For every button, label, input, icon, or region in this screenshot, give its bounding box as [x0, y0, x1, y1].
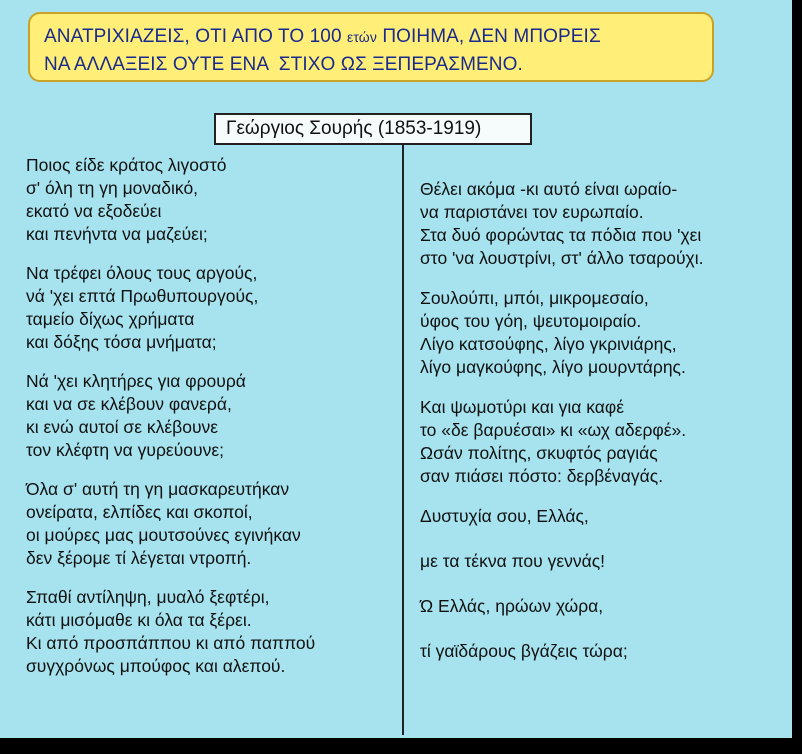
poem-line: Ποιος είδε κράτος λιγοστό [26, 155, 227, 175]
banner-line-1-part-b: ετών [347, 29, 377, 45]
poem-line: Δυστυχία σου, Ελλάς, [420, 506, 589, 526]
stanza [420, 287, 703, 379]
poem-line: και να σε κλέβουν φανερά, [26, 394, 232, 414]
poem-line: Λίγο κατσούφης, λίγο γκρινιάρης, [420, 334, 677, 354]
closing-line [420, 550, 703, 573]
poem-line: να παριστάνει τον ευρωπαίο. [420, 202, 644, 222]
poem-line: Σπαθί αντίληψη, μυαλό ξεφτέρι, [26, 587, 270, 607]
banner-line-2: ΝΑ ΑΛΛΑΞΕΙΣ ΟΥΤΕ ΕΝΑ ΣΤΙΧΟ ΩΣ ΞΕΠΕΡΑΣΜΕΝΟ. [44, 54, 523, 75]
poem-line: Ωσάν πολίτης, σκυφτός ραγιάς [420, 443, 658, 463]
poem-line: στο 'να λουστρίνι, στ' άλλο τσαρούχι. [420, 248, 704, 268]
poem-line: Και ψωμοτύρι και για καφέ [420, 397, 625, 417]
author-label: Γεώργιος Σουρής (1853-1919) [214, 113, 532, 145]
closing-line [420, 505, 703, 528]
stanza [26, 262, 315, 354]
poem-line: ύφος του γόη, ψευτομοιραίο. [420, 311, 642, 331]
poem-line: με τα τέκνα που γεννάς! [420, 551, 606, 571]
poem-line: το «δε βαρυέσαι» κι «ωχ αδερφέ». [420, 420, 687, 440]
stanza [420, 178, 703, 270]
poem-line: νά 'χει επτά Πρωθυπουργούς, [26, 286, 259, 306]
closing-line [420, 640, 703, 663]
poem-line: Ώ Ελλάς, ηρώων χώρα, [420, 596, 604, 616]
poem-line: κάτι μισόμαθε κι όλα τα ξέρει. [26, 610, 252, 630]
poem-line: σ' όλη τη γη μοναδικό, [26, 178, 199, 198]
poem-line: δεν ξέρομε τί λέγεται ντροπή. [26, 548, 252, 568]
poem-line: λίγο μαγκούφης, λίγο μουρντάρης. [420, 357, 686, 377]
stanza [26, 478, 315, 570]
poem-line: Όλα σ' αυτή τη γη μασκαρευτήκαν [26, 479, 290, 499]
banner-line-1-part-c: ΠΟΙΗΜΑ, ΔΕΝ ΜΠΟΡΕΙΣ [382, 26, 601, 47]
headline-banner [28, 12, 714, 82]
poem-right-column [420, 178, 703, 685]
poem-line: οι μούρες μας μουτσούνες εγινήκαν [26, 525, 301, 545]
poem-line: Νά 'χει κλητήρες για φρουρά [26, 371, 246, 391]
poem-line: Κι από προσπάππου κι από παππού [26, 633, 316, 653]
stanza [26, 586, 315, 678]
stanza [420, 396, 703, 488]
poem-line: ταμείο δίχως χρήματα [26, 309, 195, 329]
closing-line [420, 595, 703, 618]
poem-line: Θέλει ακόμα -κι αυτό είναι ωραίο- [420, 179, 678, 199]
poem-line: και δόξης τόσα μνήματα; [26, 332, 217, 352]
poem-line: Να τρέφει όλους τους αργούς, [26, 263, 258, 283]
poem-line: Στα δυό φορώντας τα πόδια που 'χει [420, 225, 702, 245]
poem-line: Σουλούπι, μπόι, μικρομεσαίο, [420, 288, 649, 308]
poem-line: εκατό να εξοδεύει [26, 201, 162, 221]
stanza [26, 370, 315, 462]
poem-left-column [26, 154, 315, 694]
poem-line: και πενήντα να μαζεύει; [26, 224, 208, 244]
poem-line: κι ενώ αυτοί σε κλέβουνε [26, 417, 219, 437]
poem-line: τί γαϊδάρους βγάζεις τώρα; [420, 641, 628, 661]
poem-line: συγχρόνως μπούφος και αλεπού. [26, 656, 286, 676]
poem-line: τον κλέφτη να γυρεύουνε; [26, 440, 225, 460]
banner-line-1 [44, 23, 712, 51]
stanza [26, 154, 315, 246]
banner-line-1-part-a: ΑΝΑΤΡΙΧΙΑΖΕΙΣ, ΟΤΙ ΑΠΟ ΤΟ 100 [44, 26, 342, 47]
poem-line: σαν πιάσει πόστο: δερβέναγάς. [420, 466, 664, 486]
poem-line: ονείρατα, ελπίδες και σκοποί, [26, 502, 253, 522]
column-divider [402, 145, 404, 735]
